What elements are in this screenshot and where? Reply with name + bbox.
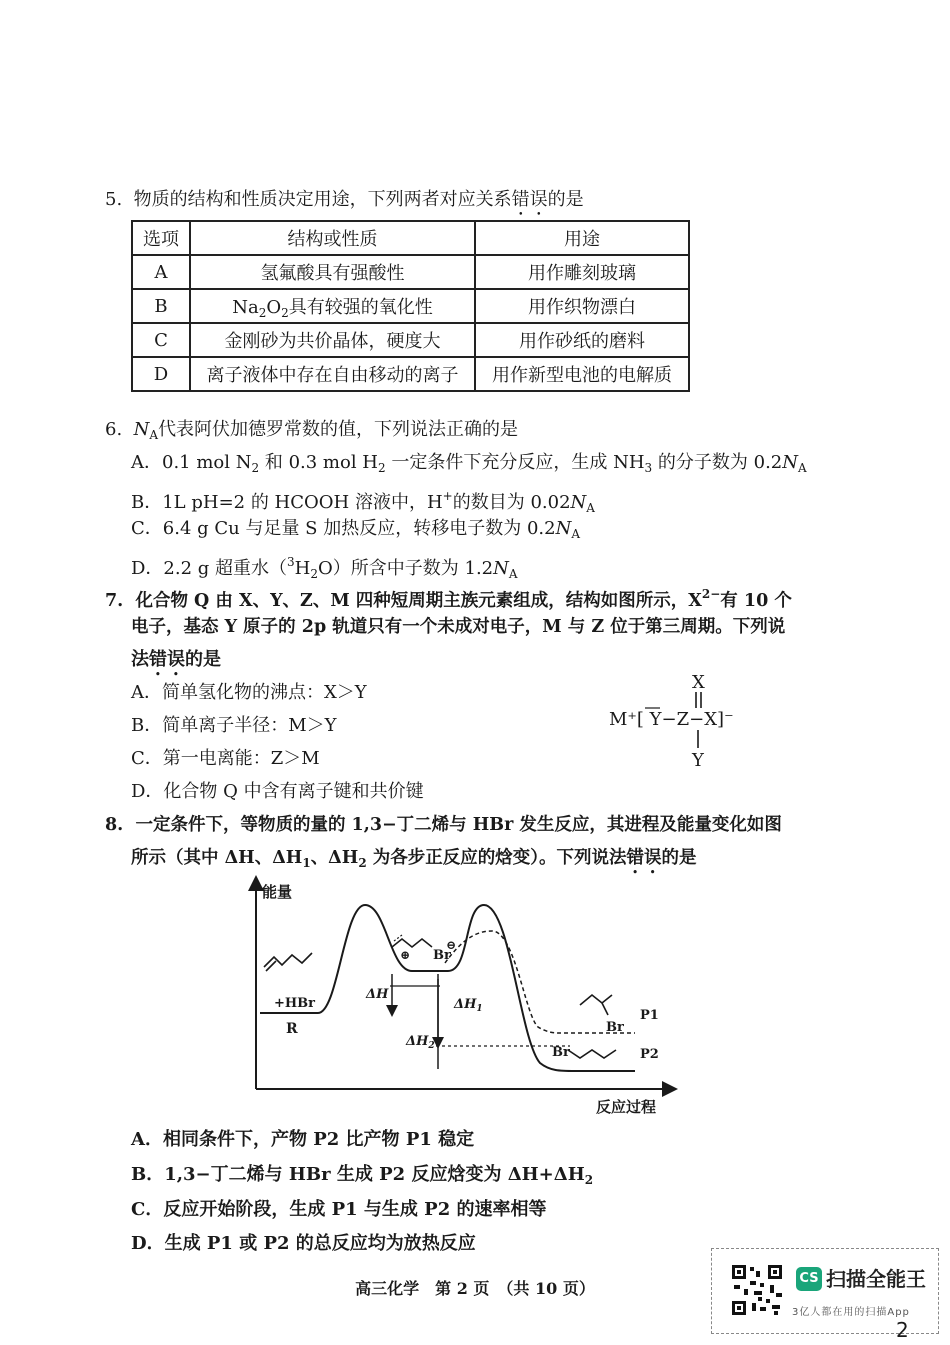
r-label: R [286,1021,298,1037]
br-p2: Br [552,1045,570,1060]
q7-option-b: B．简单离子半径：M＞Y [131,715,337,736]
table-cell: 用作雕刻玻璃 [475,255,689,289]
dh2-label: ΔH [406,1034,429,1049]
q6-option-b: B．1L pH=2 的 HCOOH 溶液中，H+的数目为 $0.02N_A$ [131,489,595,515]
scanner-brand: 扫描全能王 [826,1267,926,1291]
page-number: 2 [896,1318,909,1342]
table-cell: B [132,289,190,323]
page-footer: 高三化学 第 2 页 （共 10 页） [355,1279,595,1298]
table-cell: 氢氟酸具有强酸性 [190,255,475,289]
q8-stem-line1: 8. 一定条件下，等物质的量的 1,3−丁二烯与 HBr 发生反应，其进程及能量变化如图 [105,815,782,835]
table-cell: C [132,323,190,357]
svg-text:⊖: ⊖ [446,938,457,952]
q7-option-c: C．第一电离能：Z＞M [131,748,320,769]
q8-option-b: B．1,3−丁二烯与 HBr 生成 P2 反应焓变为 $\Delta H+\Delta H_2$ [131,1164,594,1187]
table-row [132,255,689,289]
q8-option-a: A．相同条件下，产物 P2 比产物 P1 稳定 [131,1129,475,1150]
cs-logo-icon: CS [796,1267,822,1291]
p2-label: P2 [640,1047,659,1062]
reactant-label: +HBr [274,996,316,1011]
q8-option-d: D．生成 P1 或 P2 的总反应均为放热反应 [131,1233,476,1254]
table-row [132,289,689,323]
q6-option-a: A．0.1 mol $N_2$ 和 0.3 mol $H_2$ 一定条件下充分反应，生成 $NH_3$ 的分子数为 $0.2N_A$ [131,452,807,475]
struct-x-top: X [692,672,705,693]
table-header: 用途 [475,221,689,255]
q8-option-c: C．反应开始阶段，生成 P1 与生成 P2 的速率相等 [131,1199,547,1220]
q7-stem-line3: 法错误的是 [131,649,221,670]
q8-energy-diagram [240,875,680,1120]
q6-stem: 6. $N_A$代表阿伏加德罗常数的值，下列说法正确的是 [105,419,519,442]
p1-label: P1 [640,1008,659,1023]
svg-text:ΔH1: $\Delta H_1$ [454,997,483,1014]
svg-text:M⁺[ Y−Z−X]⁻: M⁺[ Y−Z−X]⁻ [609,709,734,730]
table-row [132,357,689,391]
table-cell: 离子液体中存在自由移动的离子 [190,357,475,391]
br-intermediate: Br [433,948,451,963]
table-cell: D [132,357,190,391]
table-cell: 用作新型电池的电解质 [475,357,689,391]
q5-table [131,220,690,392]
q6-option-d: D．2.2 g 超重水$(^3H_2O)$所含中子数为 $1.2N_A$ [131,555,518,581]
struct-y-bottom: Y [692,750,704,771]
table-cell: 用作织物漂白 [475,289,689,323]
q7-stem-line2: 电子，基态 Y 原子的 2p 轨道只有一个未成对电子，M 与 Z 位于第三周期。下列说 [131,617,786,637]
diagram-y-label: 能量 [262,883,293,901]
svg-text:⊕: ⊕ [400,948,411,962]
svg-text:ΔH2: $\Delta H_2$ [406,1034,435,1051]
q7-option-d: D．化合物 Q 中含有离子键和共价键 [131,781,424,802]
qr-code-icon [730,1263,784,1317]
q7-option-a: A．简单氢化物的沸点：X＞Y [131,682,367,703]
q8-stem-line2: 所示（其中 ΔH、$\Delta H_1$、$\Delta H_2$ 为各步正反应的焓变）。下列说法错误的是 [131,848,697,870]
table-header: 结构或性质 [190,221,475,255]
dh-label: ΔH [366,987,389,1002]
table-row [132,323,689,357]
table-cell: 用作砂纸的磨料 [475,323,689,357]
q7-structure [605,668,785,773]
table-header: 选项 [132,221,190,255]
q5-stem: 5. 物质的结构和性质决定用途，下列两者对应关系错误的是 [105,189,584,210]
table-cell: A [132,255,190,289]
dh1-label: ΔH [454,997,477,1012]
table-cell: 金刚砂为共价晶体，硬度大 [190,323,475,357]
scanner-tagline: 3亿人都在用的扫描App [792,1307,910,1318]
q7-stem-line1: 7. 化合物 Q 由 X、Y、Z、M 四种短周期主族元素组成，结构如图所示，$X^{2-}$有 10 个 [105,587,792,611]
br-p1: Br [606,1020,624,1035]
diagram-x-label: 反应过程 [596,1098,657,1116]
table-cell: $Na_2O_2$具有较强的氧化性 [190,289,475,323]
q6-option-c: C．6.4 g Cu 与足量 S 加热反应，转移电子数为 $0.2N_A$ [131,518,580,541]
